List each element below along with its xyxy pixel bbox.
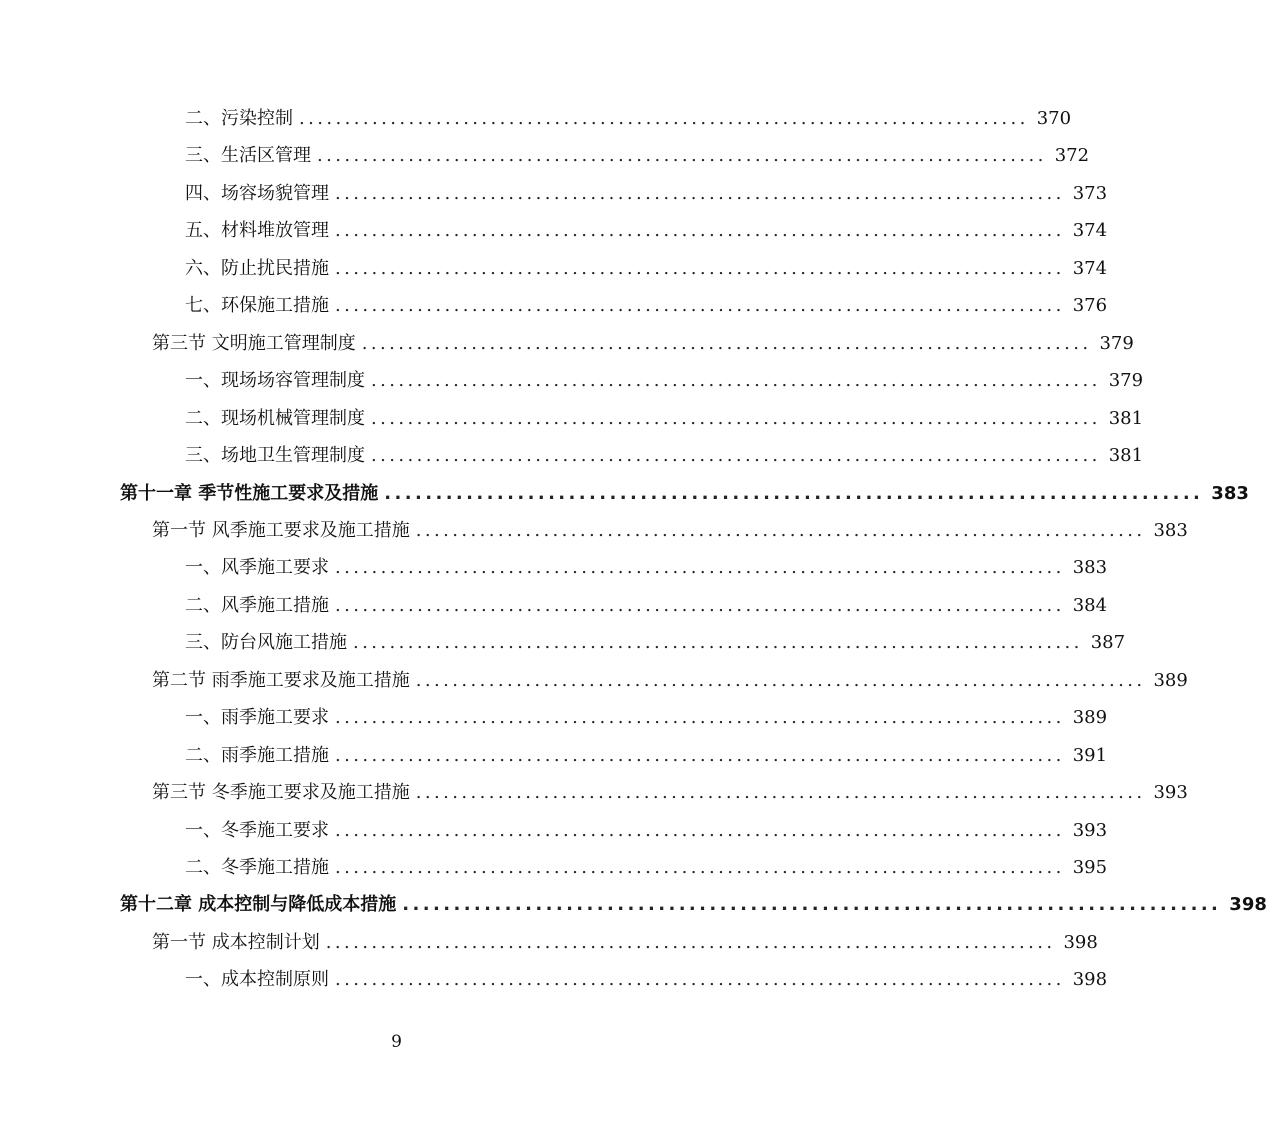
toc-leader-dots: ................................................................................ [335,257,1065,279]
toc-entry-page: 374 [1072,220,1108,242]
toc-entry-page: 384 [1072,594,1108,616]
toc-entry-label: 第十一章 季节性施工要求及措施 [120,482,379,504]
toc-leader-dots: ................................................................................ [335,857,1065,878]
toc-entry-label: 六、防止扰民措施 [185,257,329,279]
toc-entry-page: 379 [1108,370,1144,392]
toc-subsection-entry[interactable] [185,628,1126,658]
toc-subsection-entry[interactable] [185,141,1090,171]
toc-chapter-entry[interactable] [120,890,1267,920]
toc-leader-dots: ................................................................................ [335,295,1065,317]
toc-entry-page: 381 [1108,407,1144,429]
toc-leader-dots: ................................................................................ [335,707,1065,729]
toc-entry-label: 二、污染控制 [185,108,293,129]
toc-section-entry[interactable] [152,516,1188,546]
toc-entry-page: 393 [1072,819,1108,841]
toc-section-entry[interactable] [152,928,1098,958]
toc-leader-dots: ................................................................................ [335,557,1065,579]
toc-entry-page: 389 [1072,707,1108,729]
toc-leader-dots: ................................................................................ [335,819,1065,841]
toc-subsection-entry[interactable] [185,291,1108,321]
toc-leader-dots: ................................................................................ [335,744,1065,766]
toc-subsection-entry[interactable] [185,366,1144,396]
toc-entry-page: 391 [1072,744,1108,766]
toc-subsection-entry[interactable] [185,703,1108,733]
toc-subsection-entry[interactable] [185,741,1108,771]
toc-entry-label: 第一节 风季施工要求及施工措施 [152,519,410,541]
toc-entry-page: 398 [1229,894,1267,916]
toc-entry-label: 二、冬季施工措施 [185,857,329,878]
toc-section-entry[interactable] [152,666,1188,696]
toc-entry-label: 一、现场场容管理制度 [185,370,365,392]
toc-entry-label: 第三节 文明施工管理制度 [152,332,356,354]
toc-entry-page: 393 [1153,782,1188,804]
toc-entry-label: 第一节 成本控制计划 [152,931,320,953]
toc-entry-page: 379 [1099,332,1134,354]
toc-entry-page: 373 [1072,182,1108,204]
page-number: 9 [391,1032,402,1052]
toc-entry-label: 二、风季施工措施 [185,594,329,616]
toc-chapter-entry[interactable] [120,479,1249,509]
toc-leader-dots: ................................................................................ [415,782,1146,804]
toc-entry-label: 四、场容场貌管理 [185,182,329,204]
toc-entry-page: 383 [1153,519,1188,541]
toc-leader-dots: ................................................................................ [317,145,1047,167]
toc-leader-dots: ................................................................................ [325,931,1056,953]
toc-leader-dots: ................................................................................ [335,182,1065,204]
toc-entry-page: 395 [1072,857,1108,878]
toc-entry-page: 398 [1072,969,1108,991]
toc-entry-page: 370 [1036,108,1072,129]
toc-leader-dots: ................................................................................ [335,220,1065,242]
toc-entry-label: 第十二章 成本控制与降低成本措施 [120,894,397,916]
toc-leader-dots: ................................................................................ [371,407,1101,429]
toc-entry-page: 374 [1072,257,1108,279]
toc-entry-label: 三、场地卫生管理制度 [185,445,365,467]
toc-entry-label: 一、成本控制原则 [185,969,329,991]
toc-leader-dots: ................................................................................ [299,108,1029,129]
toc-leader-dots: ................................................................................ [371,445,1101,467]
toc-entry-label: 三、防台风施工措施 [185,632,347,654]
toc-subsection-entry[interactable] [185,853,1108,883]
toc-entry-label: 一、冬季施工要求 [185,819,329,841]
toc-entry-page: 387 [1090,632,1126,654]
toc-entry-label: 三、生活区管理 [185,145,311,167]
toc-section-entry[interactable] [152,329,1134,359]
toc-subsection-entry[interactable] [185,404,1144,434]
toc-entry-label: 第三节 冬季施工要求及施工措施 [152,782,410,804]
toc-entry-label: 五、材料堆放管理 [185,220,329,242]
toc-entry-label: 一、风季施工要求 [185,557,329,579]
toc-subsection-entry[interactable] [185,816,1108,846]
toc-subsection-entry[interactable] [185,216,1108,246]
toc-subsection-entry[interactable] [185,254,1108,284]
toc-subsection-entry[interactable] [185,179,1108,209]
toc-entry-page: 389 [1153,669,1188,691]
toc-entry-label: 第二节 雨季施工要求及施工措施 [152,669,410,691]
toc-entry-page: 383 [1072,557,1108,579]
toc-leader-dots: ................................................................................ [371,370,1101,392]
toc-leader-dots: ................................................................................ [335,594,1065,616]
toc-leader-dots: ................................................................................ [415,669,1146,691]
toc-entry-label: 二、雨季施工措施 [185,744,329,766]
toc-subsection-entry[interactable] [185,591,1108,621]
toc-leader-dots: ................................................................................ [361,332,1092,354]
toc-entry-page: 372 [1054,145,1090,167]
toc-entry-page: 383 [1211,482,1249,504]
toc-leader-dots: ................................................................................ [353,632,1083,654]
toc-subsection-entry[interactable] [185,553,1108,583]
toc-entry-label: 一、雨季施工要求 [185,707,329,729]
toc-subsection-entry[interactable] [185,965,1108,995]
toc-entry-label: 七、环保施工措施 [185,295,329,317]
toc-entry-label: 二、现场机械管理制度 [185,407,365,429]
toc-entry-page: 376 [1072,295,1108,317]
toc-entry-page: 381 [1108,445,1144,467]
toc-subsection-entry[interactable] [185,441,1144,471]
toc-leader-dots: ................................................................................ [402,894,1222,916]
toc-leader-dots: ................................................................................ [335,969,1065,991]
toc-leader-dots: ................................................................................ [415,519,1146,541]
toc-leader-dots: ................................................................................ [384,482,1204,504]
toc-section-entry[interactable] [152,778,1188,808]
toc-subsection-entry[interactable] [185,104,1072,134]
toc-entry-page: 398 [1063,931,1098,953]
